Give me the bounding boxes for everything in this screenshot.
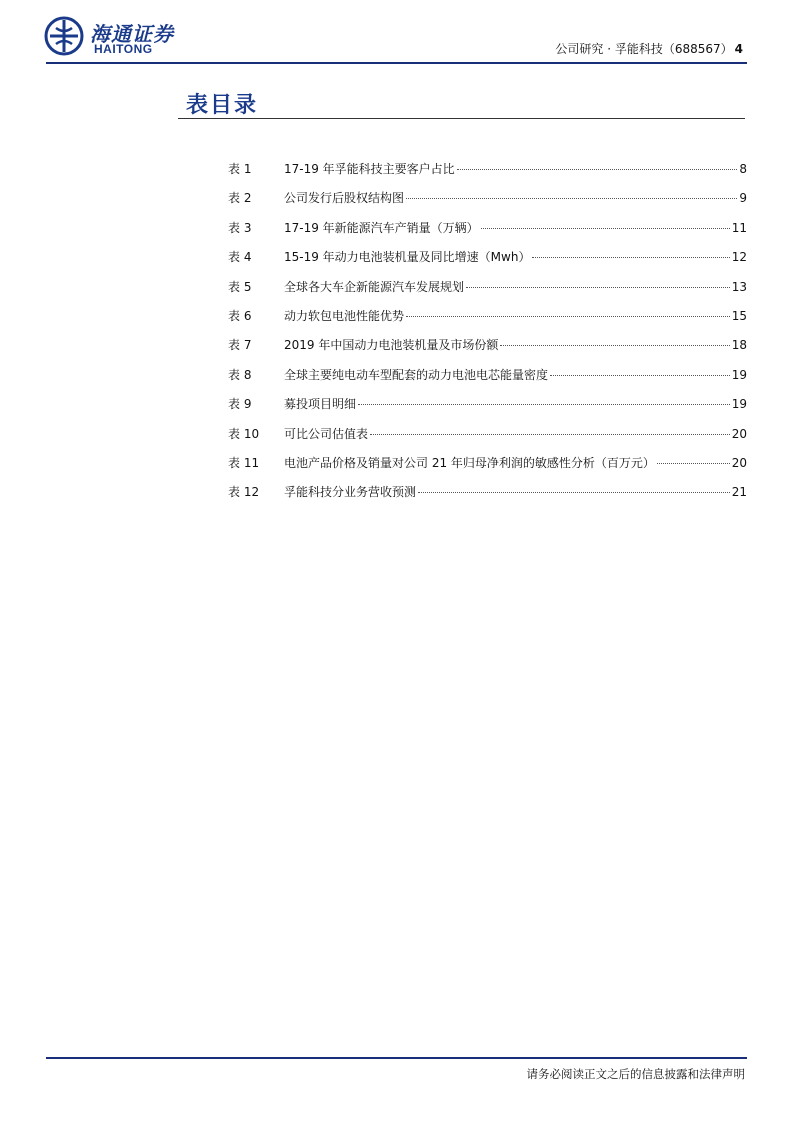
toc-entry-label: 表 2: [228, 191, 252, 206]
toc-entry-page: 15: [731, 308, 747, 323]
toc-entry[interactable]: [228, 395, 747, 424]
page-number: 4: [734, 42, 743, 56]
toc-entry-page: 20: [731, 455, 747, 470]
table-of-contents: [228, 160, 747, 513]
logo-english-text: HAITONG: [94, 42, 153, 56]
toc-entry-title: 孚能科技分业务营收预测: [284, 485, 417, 500]
toc-entry[interactable]: [228, 278, 747, 307]
toc-leader-dots: [500, 345, 729, 346]
toc-entry-title: 17-19 年新能源汽车产销量（万辆）: [284, 220, 479, 235]
toc-entry-title: 可比公司估值表: [284, 426, 369, 441]
toc-leader-dots: [358, 404, 730, 405]
toc-entry-page: 9: [739, 191, 747, 206]
toc-entry[interactable]: [228, 454, 747, 483]
footer-disclaimer: 请务必阅读正文之后的信息披露和法律声明: [526, 1067, 745, 1081]
breadcrumb-text: 公司研究 · 孚能科技（688567）: [555, 42, 733, 56]
toc-leader-dots: [481, 228, 730, 229]
haitong-logo: [44, 16, 214, 60]
toc-entry-label: 表 5: [228, 279, 252, 294]
title-divider: [178, 118, 745, 119]
toc-entry-title: 全球各大车企新能源汽车发展规划: [284, 279, 465, 294]
toc-entry-title: 动力软包电池性能优势: [284, 308, 405, 323]
toc-entry-label: 表 10: [228, 426, 260, 441]
toc-entry-label: 表 4: [228, 250, 252, 265]
toc-entry[interactable]: [228, 307, 747, 336]
toc-entry-label: 表 7: [228, 338, 252, 353]
toc-leader-dots: [532, 257, 729, 258]
toc-entry-title: 17-19 年孚能科技主要客户占比: [284, 162, 455, 176]
toc-entry-title: 15-19 年动力电池装机量及同比增速（Mwh）: [284, 250, 531, 265]
toc-leader-dots: [418, 492, 730, 493]
toc-leader-dots: [370, 434, 730, 435]
toc-entry[interactable]: [228, 248, 747, 277]
toc-entry[interactable]: [228, 425, 747, 454]
toc-entry-label: 表 6: [228, 308, 252, 323]
toc-entry-label: 表 1: [228, 162, 252, 176]
haitong-emblem-icon: [44, 16, 84, 56]
toc-leader-dots: [457, 169, 738, 170]
header-divider: [46, 62, 747, 64]
toc-entry[interactable]: [228, 483, 747, 512]
logo-chinese-text: 海通证券: [90, 22, 174, 46]
toc-entry[interactable]: [228, 189, 747, 218]
toc-leader-dots: [657, 463, 730, 464]
toc-entry[interactable]: [228, 336, 747, 365]
toc-entry-title: 募投项目明细: [284, 397, 357, 412]
toc-entry-page: 13: [731, 279, 747, 294]
toc-entry-page: 18: [731, 338, 747, 353]
toc-entry-page: 12: [731, 250, 747, 265]
toc-entry-page: 20: [731, 426, 747, 441]
toc-entry-page: 11: [731, 220, 747, 235]
toc-entry-label: 表 9: [228, 397, 252, 412]
page-title: 表目录: [186, 92, 259, 118]
toc-leader-dots: [406, 316, 730, 317]
toc-entry[interactable]: [228, 160, 747, 189]
toc-entry-label: 表 11: [228, 455, 260, 470]
toc-leader-dots: [466, 287, 730, 288]
toc-entry-page: 8: [739, 162, 747, 176]
toc-entry-title: 2019 年中国动力电池装机量及市场份额: [284, 338, 499, 353]
toc-entry-label: 表 8: [228, 367, 252, 382]
toc-entry-page: 19: [731, 367, 747, 382]
toc-entry-title: 电池产品价格及销量对公司 21 年归母净利润的敏感性分析（百万元）: [284, 455, 655, 470]
toc-entry-page: 19: [731, 397, 747, 412]
toc-leader-dots: [406, 198, 737, 199]
toc-entry-label: 表 3: [228, 220, 252, 235]
toc-entry-page: 21: [731, 485, 747, 500]
toc-entry-title: 公司发行后股权结构图: [284, 191, 405, 206]
toc-entry-title: 全球主要纯电动车型配套的动力电池电芯能量密度: [284, 367, 549, 382]
footer-divider: [46, 1057, 747, 1059]
toc-entry[interactable]: [228, 219, 747, 248]
toc-entry[interactable]: [228, 366, 747, 395]
breadcrumb: [555, 40, 743, 57]
toc-entry-label: 表 12: [228, 485, 260, 500]
toc-leader-dots: [550, 375, 730, 376]
page-header: [0, 0, 793, 66]
